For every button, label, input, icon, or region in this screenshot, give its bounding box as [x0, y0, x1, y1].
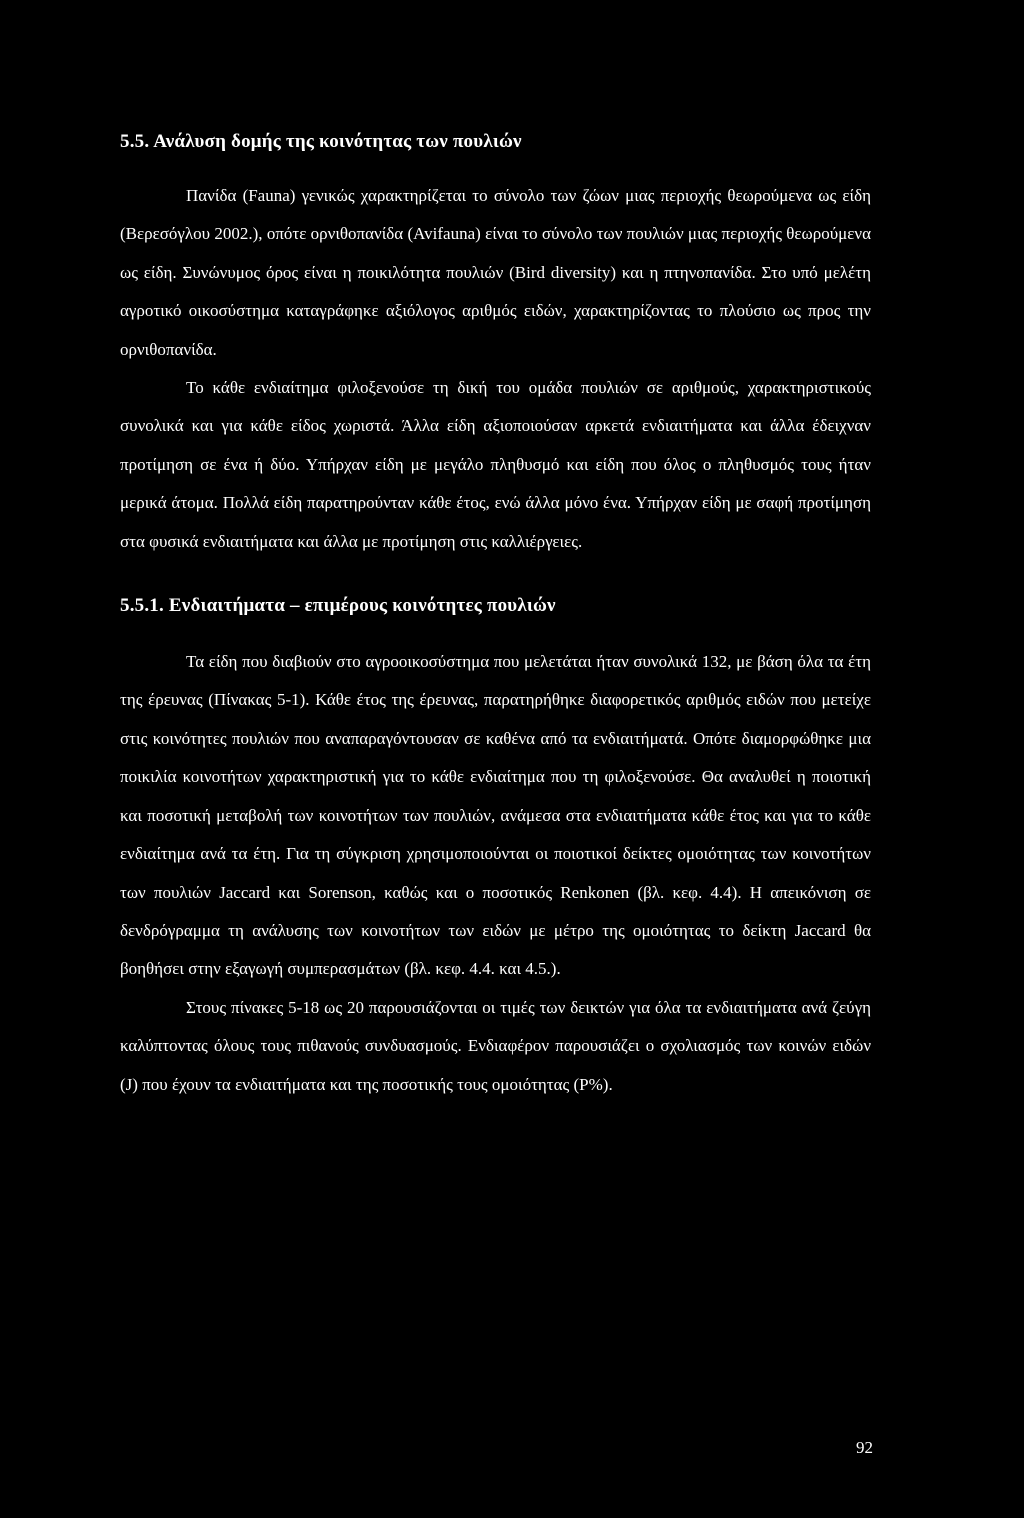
paragraph-index-tables: Στους πίνακες 5-18 ως 20 παρουσιάζονται οι τιμές των δεικτών για όλα τα ενδιαιτήματα ανά ζεύγη καλύπτοντας όλους τους πιθανούς συνδυασμούς. Ενδιαφέρον παρουσιάζει ο σχολιασμός των κοινών ειδών (J) που έχουν τα ενδιαιτήματα και της ποσοτικής τους ομοιότητας (P%). — [120, 997, 871, 1094]
paragraph-fauna-definition: Πανίδα (Fauna) γενικώς χαρακτηρίζεται το σύνολο των ζώων μιας περιοχής θεωρούμενα ως είδη (Βερεσόγλου 2002.), οπότε ορνιθοπανίδα (Avifauna) είναι το σύνολο των πουλιών μιας περιοχής θεωρούμενα ως είδη. Συνώνυμος όρος είναι η ποικιλότητα πουλιών (Bird diversity) και η πτηνοπανίδα. Στο υπό μελέτη αγροτικό οικοσύστημα καταγράφηκε αξιόλογος αριθμός ειδών, χαρακτηρίζοντας το πλούσιο ως προς την ορνιθοπανίδα. — [120, 186, 871, 359]
document-page — [120, 122, 871, 1104]
section-heading: 5.5. Ανάλυση δομής της κοινότητας των πουλιών — [120, 131, 522, 152]
paragraph-habitat-groups: Το κάθε ενδιαίτημα φιλοξενούσε τη δική του ομάδα πουλιών σε αριθμούς, χαρακτηριστικούς συνολικά και για κάθε είδος χωριστά. Άλλα είδη αξιοποιούσαν αρκετά ενδιαιτήματα και άλλα έδειχναν προτίμηση σε ένα ή δύο. Υπήρχαν είδη με μεγάλο πληθυσμό και είδη που όλος ο πληθυσμός τους ήταν μερικά άτομα. Πολλά είδη παρατηρούνταν κάθε έτος, ενώ άλλα μόνο ένα. Υπήρχαν είδη με σαφή προτίμηση στα φυσικά ενδιαιτήματα και άλλα με προτίμηση στις καλλιέργειες. — [120, 378, 871, 551]
subsection-heading: 5.5.1. Ενδιαιτήματα – επιμέρους κοινότητες πουλιών — [120, 595, 556, 617]
paragraph-species-count: Τα είδη που διαβιούν στο αγροοικοσύστημα που μελετάται ήταν συνολικά 132, με βάση όλα τα έτη της έρευνας (Πίνακας 5-1). Κάθε έτος της έρευνας, παρατηρήθηκε διαφορετικός αριθμός ειδών που μετείχε στις κοινότητες πουλιών που αναπαραγόντουσαν σε καθένα από τα ενδιαιτήματά. Οπότε διαμορφώθηκε μια ποικιλία κοινοτήτων χαρακτηριστική για το κάθε ενδιαίτημα που τη φιλοξενούσε. Θα αναλυθεί η ποιοτική και ποσοτική μεταβολή των κοινοτήτων των πουλιών, ανάμεσα στα ενδιαιτήματα κάθε έτος και για το κάθε ενδιαίτημα ανά τα έτη. Για τη σύγκριση χρησιμοποιούνται οι ποιοτικοί δείκτες ομοιότητας των κοινοτήτων των πουλιών Jaccard και Sorenson, καθώς και ο ποσοτικός Renkonen (βλ. κεφ. 4.4). Η απεικόνιση σε δενδρόγραμμα τη ανάλυσης των κοινοτήτων των ειδών με μέτρο της ομοιότητας το δείκτη Jaccard θα βοηθήσει στην εξαγωγή συμπερασμάτων (βλ. κεφ. 4.4. και 4.5.). — [120, 652, 871, 979]
page-number: 92 — [856, 1438, 873, 1457]
